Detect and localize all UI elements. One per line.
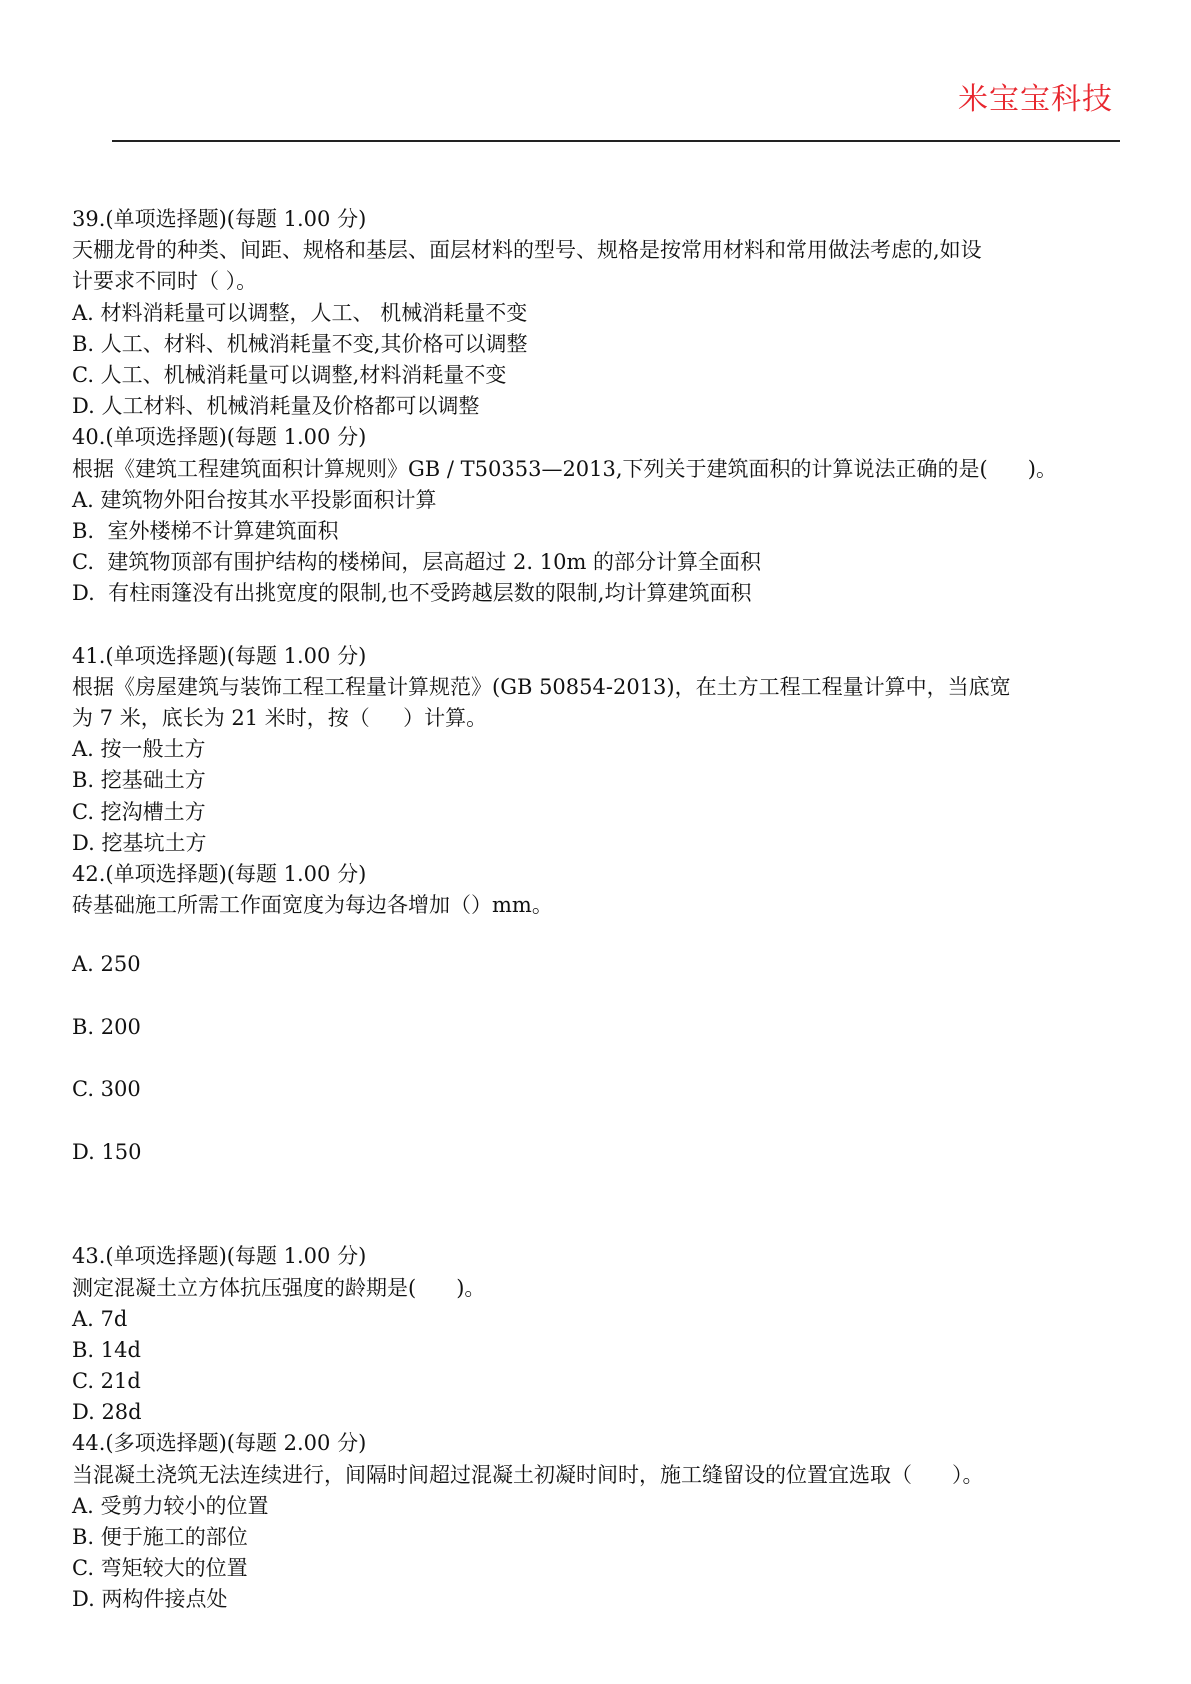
brand-logo-text: 米宝宝科技 [958, 82, 1113, 117]
option-d: D. 150 [72, 1139, 142, 1164]
option-a: A. 7d [72, 1306, 128, 1331]
option-b: B. 挖基础土方 [72, 768, 206, 793]
question-list [72, 204, 1132, 1616]
question-header: 41.(单项选择题)(每题 1.00 分) [72, 643, 367, 668]
option-b: B. 200 [72, 1014, 141, 1039]
option-b: B. 便于施工的部位 [72, 1525, 248, 1549]
spacer [72, 609, 1132, 640]
question-stem: 砖基础施工所需工作面宽度为每边各增加（）mm。 [72, 893, 553, 918]
option-a: A. 250 [72, 952, 141, 977]
option-c: C. 弯矩较大的位置 [72, 1556, 248, 1581]
question-stem: 为 7 米，底长为 21 米时，按（ ）计算。 [72, 706, 488, 730]
option-a: A. 建筑物外阳台按其水平投影面积计算 [72, 487, 437, 512]
option-a: A. 材料消耗量可以调整，人工、 机械消耗量不变 [72, 300, 528, 325]
question-header: 40.(单项选择题)(每题 1.00 分) [72, 425, 367, 450]
question-43 [72, 1241, 1132, 1428]
question-44 [72, 1428, 1132, 1615]
question-stem: 根据《房屋建筑与装饰工程工程量计算规范》(GB 50854-2013)，在土方工程工程量计算中，当底宽 [72, 674, 1011, 699]
option-c: C. 300 [72, 1077, 141, 1102]
option-d: D. 两构件接点处 [72, 1587, 228, 1612]
question-stem: 计要求不同时（ ）。 [72, 269, 258, 294]
question-stem: 根据《建筑工程建筑面积计算规则》GB / T50353—2013,下列关于建筑面积的计算说法正确的是( )。 [72, 456, 1057, 481]
option-a: A. 受剪力较小的位置 [72, 1493, 269, 1518]
option-d: D. 挖基坑土方 [72, 830, 207, 855]
header-rule [112, 140, 1120, 142]
question-header: 44.(多项选择题)(每题 2.00 分) [72, 1431, 367, 1456]
question-41 [72, 641, 1132, 859]
question-39 [72, 204, 1132, 422]
option-d: D. 人工材料、机械消耗量及价格都可以调整 [72, 394, 480, 419]
question-40 [72, 422, 1132, 609]
option-a: A. 按一般土方 [72, 737, 206, 762]
question-stem: 测定混凝土立方体抗压强度的龄期是( )。 [72, 1275, 486, 1300]
spacer [72, 1183, 1132, 1241]
option-b: B. 人工、材料、机械消耗量不变,其价格可以调整 [72, 331, 528, 356]
question-header: 42.(单项选择题)(每题 1.00 分) [72, 861, 367, 886]
option-b: B. 室外楼梯不计算建筑面积 [72, 518, 339, 543]
option-d: D. 有柱雨篷没有出挑宽度的限制,也不受跨越层数的限制,均计算建筑面积 [72, 581, 752, 606]
question-stem: 天棚龙骨的种类、间距、规格和基层、面层材料的型号、规格是按常用材料和常用做法考虑的,如设 [72, 238, 982, 263]
option-c: C. 人工、机械消耗量可以调整,材料消耗量不变 [72, 362, 507, 387]
option-c: C. 挖沟槽土方 [72, 799, 206, 824]
question-header: 39.(单项选择题)(每题 1.00 分) [72, 207, 367, 231]
option-c: C. 21d [72, 1369, 141, 1394]
question-header: 43.(单项选择题)(每题 1.00 分) [72, 1244, 367, 1269]
question-stem: 当混凝土浇筑无法连续进行，间隔时间超过混凝土初凝时间时，施工缝留设的位置宜选取（ ）。 [72, 1462, 984, 1487]
option-c: C. 建筑物顶部有围护结构的楼梯间，层高超过 2. 10m 的部分计算全面积 [72, 550, 762, 575]
question-42 [72, 859, 1132, 1183]
option-b: B. 14d [72, 1337, 141, 1362]
option-d: D. 28d [72, 1400, 142, 1425]
